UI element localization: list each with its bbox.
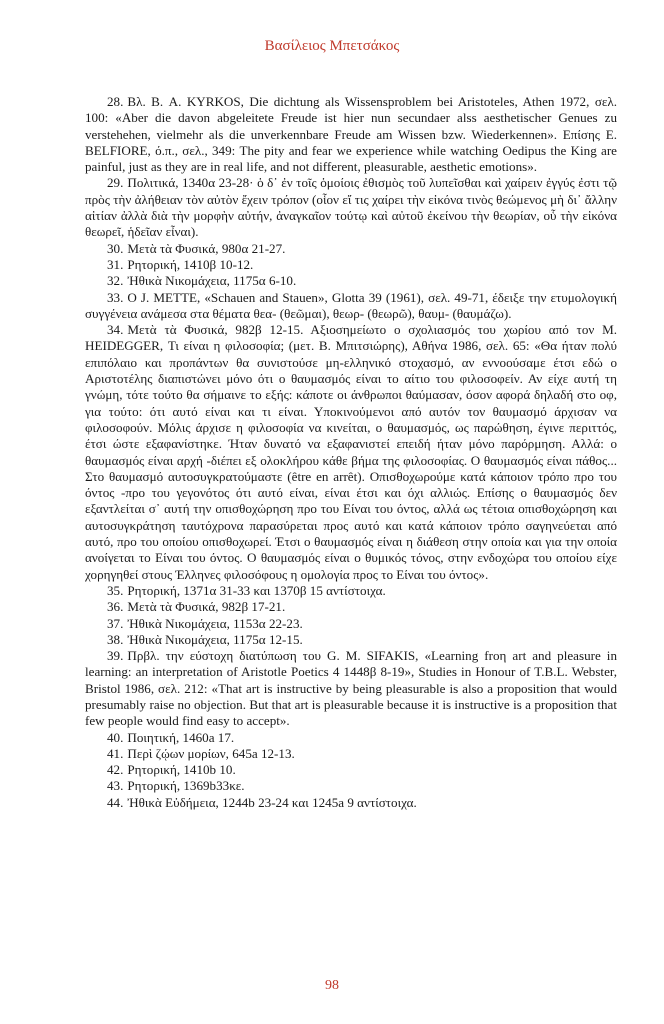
page-number: 98: [325, 978, 339, 993]
note-number: 40.: [107, 729, 124, 745]
note-44: [85, 795, 617, 811]
note-37: [85, 616, 617, 632]
note-number: 28.: [107, 94, 124, 109]
footnotes: [85, 94, 617, 811]
note-32: [85, 273, 617, 289]
note-number: 36.: [107, 599, 124, 615]
note-text: Πολιτικά, 1340α 23-28· ὁ δ᾽ ἐν τοῖς ὁμοίοις ἐθισμὸς τοῦ λυπεῖσθαι καὶ χαίρειν ἐγγύς ἐστι τῷ πρὸς τὴν ἀλήθειαν τὸν αὐτὸν ἔχειν τρόπον (οἷον εἴ τις χαίρει τὴν εἰκόνα τινὸς θεώμενος μὴ δι᾽ ἄλλην αἰτίαν ἀλλὰ διὰ τὴν μορφὴν αὐτήν, ἀναγκαῖον τούτῳ καὶ αὐτοῦ ἐκείνου τὴν θεωρίαν, οὗ τὴν εἰκόνα θεωρεῖ, ἡδεῖαν εἶναι).: [85, 175, 617, 240]
note-43: [85, 778, 617, 794]
note-number: 33.: [107, 289, 124, 305]
note-text: Ρητορική, 1410β 10-12.: [127, 256, 254, 272]
note-number: 30.: [107, 240, 124, 256]
note-number: 39.: [107, 648, 124, 664]
note-number: 35.: [107, 582, 124, 598]
note-40: [85, 730, 617, 746]
note-36: [85, 599, 617, 615]
note-34: [85, 322, 617, 583]
note-number: 29.: [107, 175, 124, 191]
note-text: Ρητορική, 1369b33κε.: [127, 778, 245, 794]
note-30: [85, 241, 617, 257]
note-29: [85, 175, 617, 240]
note-28: [85, 94, 617, 175]
note-text: Ἠθικὰ Νικομάχεια, 1175α 12-15.: [127, 631, 303, 647]
note-text: Ρητορική, 1371α 31-33 και 1370β 15 αντίστοιχα.: [127, 582, 386, 598]
note-39: [85, 648, 617, 729]
note-text: Μετὰ τὰ Φυσικά, 982β 17-21.: [127, 599, 286, 615]
note-text: Πρβλ. την εύστοχη διατύπωση του G. M. SIFAKIS, «Learning froη art and pleasure in learning: an interpretation of Aristotle Poetics 4 1448β 8-19», Studies in Honour of T.B.L. Webster, Bristol 1986, σελ. 212: «That art is instructive by being pleasurable is also a proposition that would presumably raise no objection. But that art is pleasurable because it is instructive is a proposition that few people would find easy to accept».: [85, 648, 617, 729]
note-number: 34.: [107, 322, 124, 338]
note-41: [85, 746, 617, 762]
running-head: Βασίλειος Μπετσάκος: [264, 38, 400, 54]
note-42: [85, 762, 617, 778]
note-text: Βλ. Β. A. KYRKOS, Die dichtung als Wissensproblem bei Aristoteles, Athen 1972, σελ. 100: «Aber die davon abgeleitete Freude ist hier nun secundaer alss aesthetischer Genues zu verstehehen, vielmehr als die unverkennbare Freude am Wissen bzw. Wiederkennen». Επίσης E. BELFIORE, ό.π., σελ., 349: The pity and fear we experience while watching Oedipus the King are painful, just as they are in real life, and not different, pleasurable, aesthetic emotions».: [85, 94, 617, 175]
note-number: 31.: [107, 256, 124, 272]
note-31: [85, 257, 617, 273]
note-number: 42.: [107, 762, 124, 778]
note-text: Μετὰ τὰ Φυσικά, 980α 21-27.: [127, 240, 286, 256]
note-text: Μετὰ τὰ Φυσικά, 982β 12-15. Αξιοσημείωτο ο σχολιασμός του χωρίου από τον M. HEIDEGGER, Τι είναι η φιλοσοφία; (μετ. Β. Μπιτσιώρης), Αθήνα 1986, σελ. 65: «Θα ήταν πολύ επιπόλαιο και προπάντων θα συνιστούσε μη-ελληνικό στοχασμό, αν εννοούσαμε έτσι εδώ ο Αριστοτέλης διαπιστώνει μόνο ότι ο θαυμασμός είναι το αίτιο του φιλοσοφείν. Αν είχε αυτή τη γνώμη, τότε τούτο θα σήμαινε το εξής: κάποτε οι άνθρωποι θαύμασαν, όσον αφορά δηλαδή στο οφ, για τούτο: ότι αυτό είναι και τι είναι. Υποκινούμενοι από αυτόν τον θαυμασμό άρχισαν να φιλοσοφούν. Μόλις άρχισε η φιλοσοφία να κινείται, ο θαυμασμός, ως παρώθηση, έγινε περιττός, έτσι ώστε εξαφανίστηκε. Ήταν δυνατό να εξαφανιστεί επειδή ήταν μόνο παρόρμηση. Αλλά: ο θαυμασμός είναι αρχή -διέπει εξ ολοκλήρου κάθε βήμα της φιλοσοφίας. Ο θαυμασμός είναι πάθος... Στο θαυμασμό αυτοσυγκρατούμαστε (être en arrêt). Οπισθοχωρούμε κατά κάποιον τρόπο προ του όντος -προ του γεγονότος ότι αυτό είναι, είναι έτσι και όχι αλλιώς. Επίσης ο θαυμασμός δεν εξαντλείται σ᾽ αυτή την οπισθοχώρηση προ του Είναι του όντος, αλλά ως τέτοια οπισθοχώρηση και αυτοσυγκράτηση ταυτόχρονα παρασύρεται προς αυτό και κατά κάποιον τρόπο σαγηνεύεται από αυτό, προ του οποίου οπισθοχωρεί. Έτσι ο θαυμασμός είναι η διάθεση στην οποία και για την οποία ανοίγεται το Είναι του όντος. Ο θαυμασμός είναι ο θυμικός τόνος, στην ενδοχώρα του οποίου είχε χορηγηθεί στους Έλληνες φιλοσόφους η ομολογία προς το Είναι του όντος».: [85, 322, 617, 582]
note-number: 38.: [107, 631, 124, 647]
note-number: 43.: [107, 778, 124, 794]
note-number: 44.: [107, 794, 124, 810]
note-38: [85, 632, 617, 648]
note-35: [85, 583, 617, 599]
note-number: 32.: [107, 273, 124, 289]
note-text: Περὶ ζῴων μορίων, 645a 12-13.: [127, 745, 295, 761]
note-text: Ποιητική, 1460a 17.: [127, 729, 235, 745]
note-text: Ἠθικὰ Νικομάχεια, 1175α 6-10.: [127, 273, 297, 289]
note-33: [85, 290, 617, 323]
note-text: Ρητορική, 1410b 10.: [127, 762, 236, 778]
note-text: Ἠθικὰ Εὐδήμεια, 1244b 23-24 και 1245a 9 αντίστοιχα.: [127, 794, 417, 810]
note-number: 37.: [107, 615, 124, 631]
note-text: Ο J. METTE, «Schauen and Stauen», Glotta 39 (1961), σελ. 49-71, έδειξε την ετυμολογική συγγένεια ανάμεσα στα θέματα θεα- (θεῶμαι), θεωρ- (θεωρῶ), θαυμ- (θαυμάζω).: [85, 289, 617, 321]
note-number: 41.: [107, 745, 124, 761]
note-text: Ἠθικὰ Νικομάχεια, 1153α 22-23.: [127, 615, 303, 631]
